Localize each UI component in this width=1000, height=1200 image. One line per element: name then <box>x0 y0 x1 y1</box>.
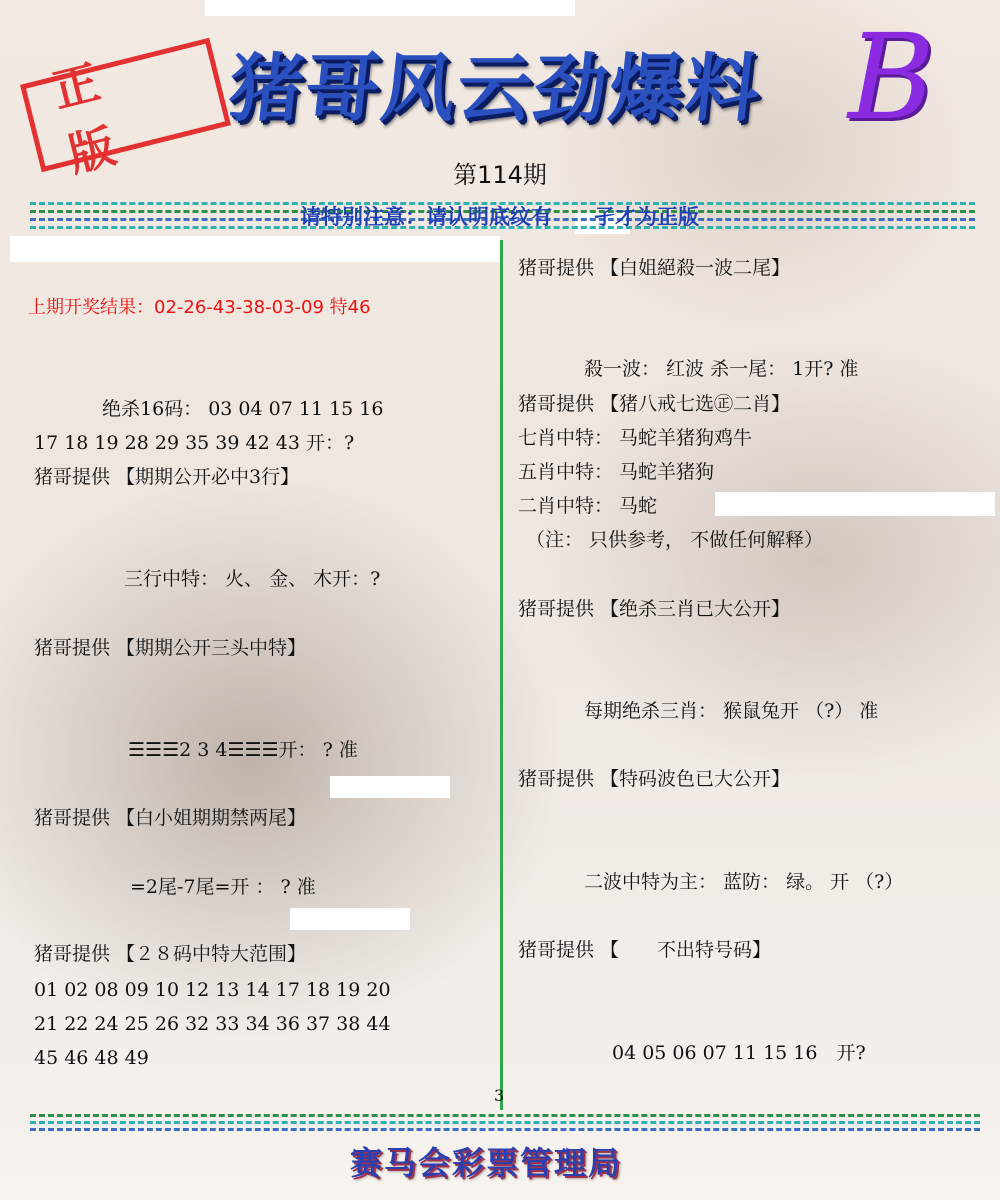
white-patch-right-mid <box>715 492 995 516</box>
left-section3-content: =2尾-7尾=开 ： ? 准 <box>130 876 316 898</box>
stamp-text: 正 版 <box>47 48 147 183</box>
wave-line <box>30 1114 980 1117</box>
notice-band <box>30 196 975 232</box>
left-section3-title: 猪哥提供 【白小姐期期禁两尾】 <box>34 807 307 829</box>
bottom-band <box>30 1108 980 1134</box>
white-patch-left-low <box>290 908 410 930</box>
right-section4-content: 二波中特为主： 蓝防： 绿。 开 （?） <box>584 871 904 893</box>
right-section3-content: 每期绝杀三肖： 猴鼠兔开 （?） 准 <box>584 700 879 722</box>
right-section1-title: 猪哥提供 【白姐絕殺一波二尾】 <box>518 257 791 279</box>
left-section4-title: 猪哥提供 【２８码中特大范围】 <box>34 943 307 965</box>
left-section1-title: 猪哥提供 【期期公开必中3行】 <box>34 466 300 488</box>
wave-line <box>30 1121 980 1124</box>
left-section4-row1: 01 02 08 09 10 12 13 14 17 18 19 20 <box>34 979 391 1001</box>
issue-number: 第114期 <box>453 161 547 189</box>
white-patch-left-top <box>10 236 500 262</box>
notice-text: 请特别注意：请认明底纹有 孑才为正版 <box>300 205 699 229</box>
right-section5-content: 04 05 06 07 11 15 16 开? <box>612 1042 866 1064</box>
genuine-stamp <box>20 38 231 183</box>
right-section2-line2: 五肖中特： 马蛇羊猪狗 <box>518 461 715 483</box>
left-section2-title: 猪哥提供 【期期公开三头中特】 <box>34 637 307 659</box>
left-section2-content: ☰☰☰2 3 4☰☰☰开： ? 准 <box>128 739 358 761</box>
kill16-line2: 17 18 19 28 29 35 39 42 43 开：? <box>34 432 355 454</box>
page-mark: 3 <box>494 1086 505 1105</box>
right-section5-title: 猪哥提供 【 不出特号码】 <box>518 939 772 961</box>
last-result: 上期开奖结果：02-26-43-38-03-09 特46 <box>28 297 371 318</box>
right-section3-title: 猪哥提供 【绝杀三肖已大公开】 <box>518 598 791 620</box>
wave-line <box>30 1128 980 1131</box>
left-section4-row2: 21 22 24 25 26 32 33 34 36 37 38 44 <box>34 1013 391 1035</box>
column-divider <box>500 240 503 1110</box>
right-section1-content: 殺一波： 红波 杀一尾： 1开? 准 <box>584 358 859 380</box>
right-section2-title: 猪哥提供 【猪八戒七选㊣二肖】 <box>518 393 791 415</box>
page-title: 猪哥风云劲爆料 <box>224 46 766 132</box>
left-section4-row3: 45 46 48 49 <box>34 1047 149 1069</box>
right-section2-line1: 七肖中特： 马蛇羊猪狗鸡牛 <box>518 427 753 449</box>
right-section2-line3: 二肖中特： 马蛇 <box>518 495 658 517</box>
footer-authority: 赛马会彩票管理局 <box>350 1144 623 1182</box>
edition-letter: B <box>848 8 935 146</box>
right-section4-title: 猪哥提供 【特码波色已大公开】 <box>518 768 791 790</box>
right-section2-note: （注： 只供参考， 不做任何解释） <box>526 529 824 551</box>
white-patch-left-mid <box>330 776 450 798</box>
left-section1-content: 三行中特： 火、 金、 木开：? <box>124 568 381 590</box>
kill16-line1: 绝杀16码： 03 04 07 11 15 16 <box>102 398 384 420</box>
white-patch-top <box>205 0 575 16</box>
